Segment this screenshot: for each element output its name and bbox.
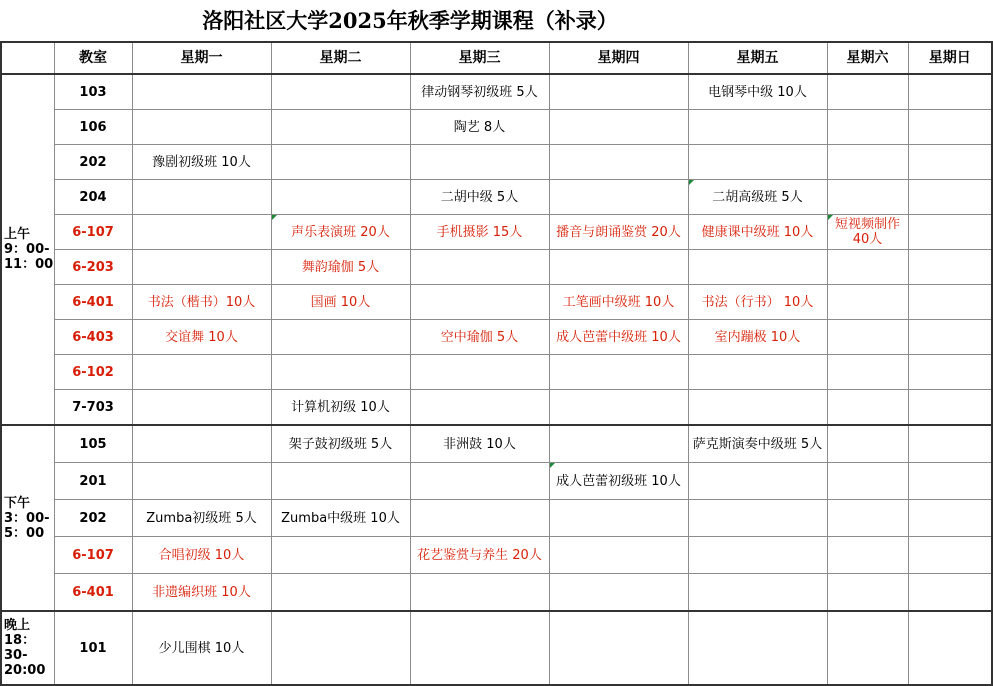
table-row xyxy=(1,390,992,426)
course-cell xyxy=(688,537,827,574)
course-cell: 合唱初级 10人 xyxy=(132,537,271,574)
course-cell xyxy=(271,537,410,574)
course-cell: 空中瑜伽 5人 xyxy=(410,320,549,355)
room-cell: 7-703 xyxy=(54,390,132,426)
course-cell xyxy=(549,110,688,145)
room-cell: 6-102 xyxy=(54,355,132,390)
course-cell: 室内蹦极 10人 xyxy=(688,320,827,355)
course-cell: 律动钢琴初级班 5人 xyxy=(410,74,549,110)
course-cell xyxy=(549,180,688,215)
course-cell: 工笔画中级班 10人 xyxy=(549,285,688,320)
course-cell: 计算机初级 10人 xyxy=(271,390,410,426)
course-cell xyxy=(410,250,549,285)
course-cell xyxy=(908,390,992,426)
period-afternoon: 下午 3：00-5：00 xyxy=(1,425,54,611)
room-cell: 6-403 xyxy=(54,320,132,355)
course-cell xyxy=(908,500,992,537)
course-cell xyxy=(688,355,827,390)
room-cell: 6-203 xyxy=(54,250,132,285)
course-cell: 手机摄影 15人 xyxy=(410,215,549,250)
room-cell: 105 xyxy=(54,425,132,463)
course-cell: 非遗编织班 10人 xyxy=(132,574,271,612)
course-cell xyxy=(549,574,688,612)
course-cell: 陶艺 8人 xyxy=(410,110,549,145)
course-cell xyxy=(908,250,992,285)
course-cell xyxy=(908,110,992,145)
course-cell xyxy=(827,537,908,574)
table-row xyxy=(1,463,992,500)
course-cell: 舞韵瑜伽 5人 xyxy=(271,250,410,285)
course-cell xyxy=(549,390,688,426)
table-row xyxy=(1,320,992,355)
course-cell xyxy=(688,611,827,685)
course-cell xyxy=(688,250,827,285)
course-cell xyxy=(827,74,908,110)
course-cell xyxy=(410,285,549,320)
course-cell: 非洲鼓 10人 xyxy=(410,425,549,463)
course-cell xyxy=(271,320,410,355)
course-cell xyxy=(410,355,549,390)
period-header xyxy=(1,42,54,74)
course-cell: 短视频制作 40人 xyxy=(827,215,908,250)
col-header-sat: 星期六 xyxy=(827,42,908,74)
course-cell xyxy=(827,500,908,537)
table-row xyxy=(1,215,992,250)
course-cell: 豫剧初级班 10人 xyxy=(132,145,271,180)
course-cell: 电钢琴中级 10人 xyxy=(688,74,827,110)
course-cell xyxy=(827,355,908,390)
col-header-wed: 星期三 xyxy=(410,42,549,74)
course-cell: 声乐表演班 20人 xyxy=(271,215,410,250)
course-cell: 播音与朗诵鉴赏 20人 xyxy=(549,215,688,250)
course-cell xyxy=(908,463,992,500)
room-cell: 101 xyxy=(54,611,132,685)
course-cell xyxy=(827,390,908,426)
course-cell: 二胡高级班 5人 xyxy=(688,180,827,215)
course-cell: 少儿围棋 10人 xyxy=(132,611,271,685)
course-cell: 健康课中级班 10人 xyxy=(688,215,827,250)
course-cell: 花艺鉴赏与养生 20人 xyxy=(410,537,549,574)
room-cell: 103 xyxy=(54,74,132,110)
course-cell xyxy=(549,355,688,390)
course-cell xyxy=(908,574,992,612)
course-cell xyxy=(688,463,827,500)
course-cell xyxy=(549,145,688,180)
course-cell xyxy=(827,110,908,145)
course-cell: 书法（楷书）10人 xyxy=(132,285,271,320)
room-cell: 202 xyxy=(54,145,132,180)
course-cell xyxy=(908,537,992,574)
course-cell xyxy=(132,250,271,285)
schedule-table xyxy=(0,41,993,686)
col-header-fri: 星期五 xyxy=(688,42,827,74)
course-cell xyxy=(688,390,827,426)
course-cell: 架子鼓初级班 5人 xyxy=(271,425,410,463)
course-cell xyxy=(132,180,271,215)
course-cell xyxy=(271,574,410,612)
course-cell xyxy=(827,180,908,215)
course-cell: 书法（行书） 10人 xyxy=(688,285,827,320)
course-cell xyxy=(132,110,271,145)
course-cell xyxy=(827,320,908,355)
course-cell: Zumba中级班 10人 xyxy=(271,500,410,537)
course-cell xyxy=(132,74,271,110)
col-header-sun: 星期日 xyxy=(908,42,992,74)
course-cell xyxy=(908,425,992,463)
course-cell xyxy=(271,180,410,215)
course-cell xyxy=(827,285,908,320)
course-cell xyxy=(549,250,688,285)
course-cell xyxy=(549,74,688,110)
table-row xyxy=(1,611,992,685)
course-cell xyxy=(132,425,271,463)
course-cell: 成人芭蕾中级班 10人 xyxy=(549,320,688,355)
course-cell: 萨克斯演奏中级班 5人 xyxy=(688,425,827,463)
course-cell xyxy=(827,463,908,500)
course-cell xyxy=(827,425,908,463)
col-header-mon: 星期一 xyxy=(132,42,271,74)
course-cell xyxy=(908,215,992,250)
room-cell: 6-107 xyxy=(54,537,132,574)
course-cell xyxy=(908,145,992,180)
course-cell xyxy=(271,74,410,110)
course-cell xyxy=(908,74,992,110)
table-row xyxy=(1,180,992,215)
course-cell xyxy=(908,180,992,215)
course-cell xyxy=(549,500,688,537)
period-morning: 上午 9：00-11：00 xyxy=(1,74,54,425)
course-cell xyxy=(410,390,549,426)
col-header-room: 教室 xyxy=(54,42,132,74)
course-cell xyxy=(410,574,549,612)
table-row xyxy=(1,574,992,612)
course-cell: 交谊舞 10人 xyxy=(132,320,271,355)
room-cell: 204 xyxy=(54,180,132,215)
course-cell xyxy=(908,355,992,390)
course-cell xyxy=(908,285,992,320)
course-cell xyxy=(132,215,271,250)
course-cell xyxy=(271,110,410,145)
course-cell: 国画 10人 xyxy=(271,285,410,320)
col-header-tue: 星期二 xyxy=(271,42,410,74)
header-row xyxy=(1,42,992,74)
course-cell xyxy=(132,355,271,390)
room-cell: 6-107 xyxy=(54,215,132,250)
course-cell xyxy=(688,145,827,180)
period-evening: 晚上 18：30-20:00 xyxy=(1,611,54,685)
room-cell: 202 xyxy=(54,500,132,537)
table-row xyxy=(1,110,992,145)
page-title: 洛阳社区大学2025年秋季学期课程（补录） xyxy=(202,8,618,33)
course-cell xyxy=(827,145,908,180)
course-cell xyxy=(908,320,992,355)
course-cell xyxy=(549,425,688,463)
table-row xyxy=(1,500,992,537)
course-cell xyxy=(410,463,549,500)
table-row xyxy=(1,537,992,574)
course-cell xyxy=(132,463,271,500)
table-row xyxy=(1,145,992,180)
course-cell xyxy=(271,145,410,180)
course-cell xyxy=(132,390,271,426)
table-row xyxy=(1,250,992,285)
room-cell: 106 xyxy=(54,110,132,145)
course-cell xyxy=(410,500,549,537)
course-cell xyxy=(908,611,992,685)
course-cell xyxy=(271,463,410,500)
course-cell xyxy=(688,500,827,537)
col-header-thu: 星期四 xyxy=(549,42,688,74)
room-cell: 201 xyxy=(54,463,132,500)
course-cell: Zumba初级班 5人 xyxy=(132,500,271,537)
room-cell: 6-401 xyxy=(54,574,132,612)
table-row xyxy=(1,74,992,110)
course-cell xyxy=(688,110,827,145)
course-cell xyxy=(410,145,549,180)
course-cell xyxy=(549,537,688,574)
course-cell xyxy=(827,250,908,285)
course-cell xyxy=(549,611,688,685)
table-row xyxy=(1,285,992,320)
course-cell xyxy=(410,611,549,685)
course-cell: 二胡中级 5人 xyxy=(410,180,549,215)
table-row xyxy=(1,355,992,390)
table-row xyxy=(1,425,992,463)
room-cell: 6-401 xyxy=(54,285,132,320)
course-cell: 成人芭蕾初级班 10人 xyxy=(549,463,688,500)
course-cell xyxy=(271,611,410,685)
course-cell xyxy=(827,611,908,685)
course-cell xyxy=(688,574,827,612)
course-cell xyxy=(271,355,410,390)
course-cell xyxy=(827,574,908,612)
